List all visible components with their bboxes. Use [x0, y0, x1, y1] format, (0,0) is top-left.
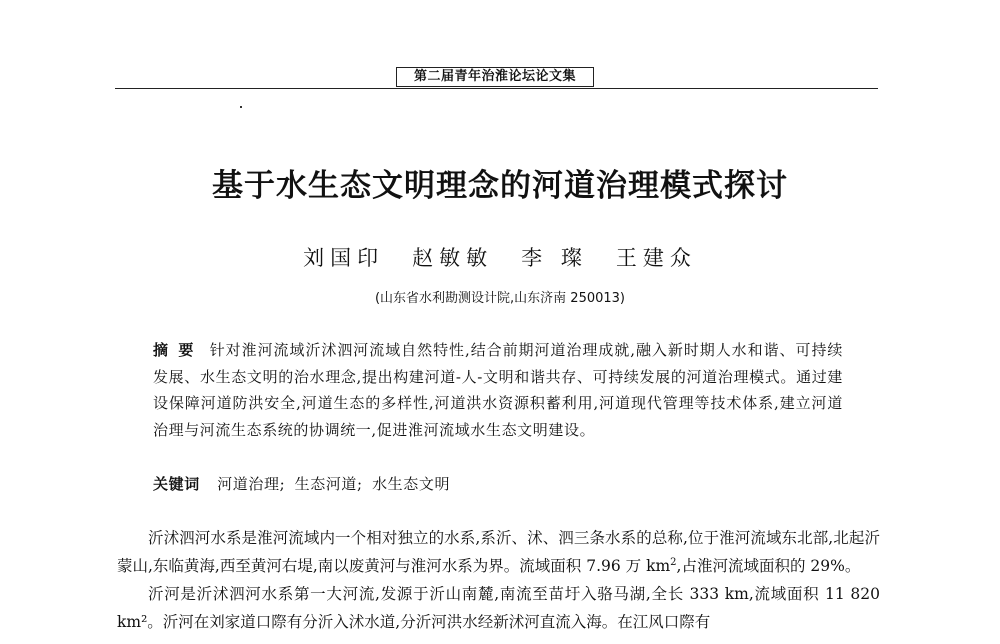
superscript: 2 [670, 556, 677, 568]
affiliation: (山东省水利勘测设计院,山东济南 250013) [374, 291, 626, 306]
paragraph-text: 沂沭泗河水系是淮河流域内一个相对独立的水系,系沂、沭、泗三条水系的总称,位于淮河流域东北部,北起沂蒙山,东临黄海,西至黄河右堤,南以废黄河与淮河水系为界。流域面积 7.96 万 km [117, 529, 880, 575]
scan-dot [240, 106, 242, 108]
running-header-label: 第二届青年治淮论坛论文集 [396, 67, 594, 87]
keywords-heading: 关键词 [153, 475, 200, 493]
running-header [0, 64, 1000, 92]
paragraph-text: ,占淮河流域面积的 29%。 [676, 557, 861, 575]
keyword: 水生态文明 [372, 475, 451, 493]
header-rule [115, 88, 878, 89]
author-name: 王建众 [615, 246, 697, 270]
author-name: 赵敏敏 [412, 246, 494, 270]
author-name: 李 璨 [521, 246, 588, 270]
abstract-heading: 摘要 [153, 341, 204, 359]
keyword: 河道治理; [217, 475, 286, 493]
author-name: 刘国印 [303, 246, 385, 270]
abstract [153, 337, 843, 443]
body-paragraph [117, 524, 880, 580]
abstract-text: 针对淮河流域沂沭泗河流域自然特性,结合前期河道治理成就,融入新时期人水和谐、可持续发展、水生态文明的治水理念,提出构建河道-人-文明和谐共存、可持续发展的河道治理模式。通过建设保障河道防洪安全,河道生态的多样性,河道洪水资源积蓄利用,河道现代管理等技术体系,建立河道治理与河流生态系统的协调统一,促进淮河流域水生态文明建设。 [153, 341, 843, 439]
keyword: 生态河道; [294, 475, 363, 493]
author-list [0, 244, 1000, 272]
body-text [117, 524, 880, 636]
body-paragraph: 沂河是沂沭泗河水系第一大河流,发源于沂山南麓,南流至苗圩入骆马湖,全长 333 km,流域面积 11 820 km²。沂河在刘家道口際有分沂入沭水道,分沂河洪水经新沭河直流入海。在江风口際有 [117, 585, 880, 631]
paper-title: 基于水生态文明理念的河道治理模式探讨 [212, 168, 788, 204]
keywords [153, 471, 843, 497]
